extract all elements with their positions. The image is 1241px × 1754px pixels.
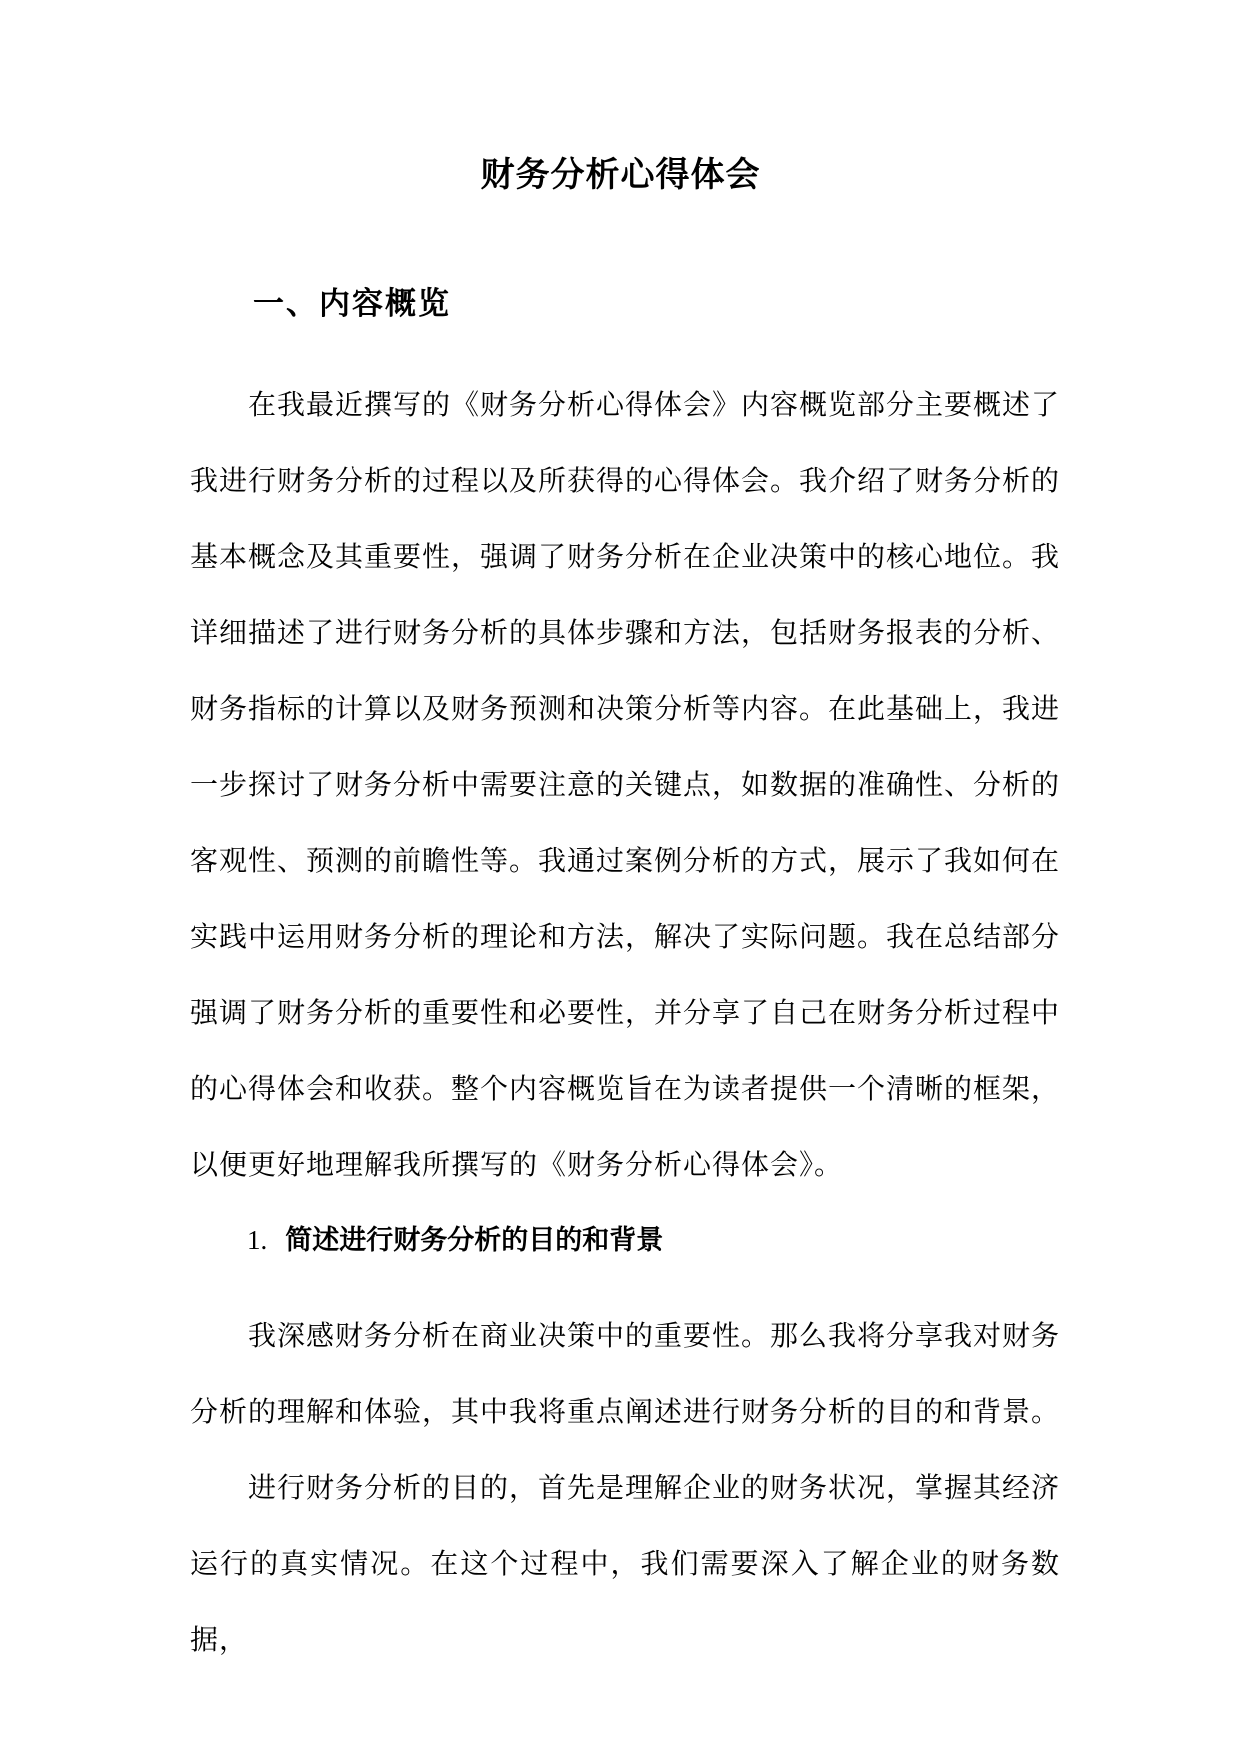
- document-title: 财务分析心得体会: [480, 155, 761, 195]
- purpose-paragraph-2: 进行财务分析的目的，首先是理解企业的财务状况，掌握其经济运行的真实情况。在这个过程中，我们需要深入了解企业的财务数据，: [190, 1471, 1061, 1656]
- subsection-number: 1.: [247, 1225, 268, 1255]
- subsection-heading-text: 简述进行财务分析的目的和背景: [285, 1225, 664, 1256]
- subsection-heading-purpose: [247, 1218, 663, 1263]
- purpose-paragraph-1: 我深感财务分析在商业决策中的重要性。那么我将分享我对财务分析的理解和体验，其中我将重点阐述进行财务分析的目的和背景。: [190, 1319, 1061, 1428]
- section-heading-overview: 一、内容概览: [253, 286, 451, 322]
- overview-paragraph: 在我最近撰写的《财务分析心得体会》内容概览部分主要概述了我进行财务分析的过程以及所获得的心得体会。我介绍了财务分析的基本概念及其重要性，强调了财务分析在企业决策中的核心地位。我详细描述了进行财务分析的具体步骤和方法，包括财务报表的分析、财务指标的计算以及财务预测和决策分析等内容。在此基础上，我进一步探讨了财务分析中需要注意的关键点，如数据的准确性、分析的客观性、预测的前瞻性等。我通过案例分析的方式，展示了我如何在实践中运用财务分析的理论和方法，解决了实际问题。我在总结部分强调了财务分析的重要性和必要性，并分享了自己在财务分析过程中的心得体会和收获。整个内容概览旨在为读者提供一个清晰的框架，以便更好地理解我所撰写的《财务分析心得体会》。: [190, 388, 1061, 1181]
